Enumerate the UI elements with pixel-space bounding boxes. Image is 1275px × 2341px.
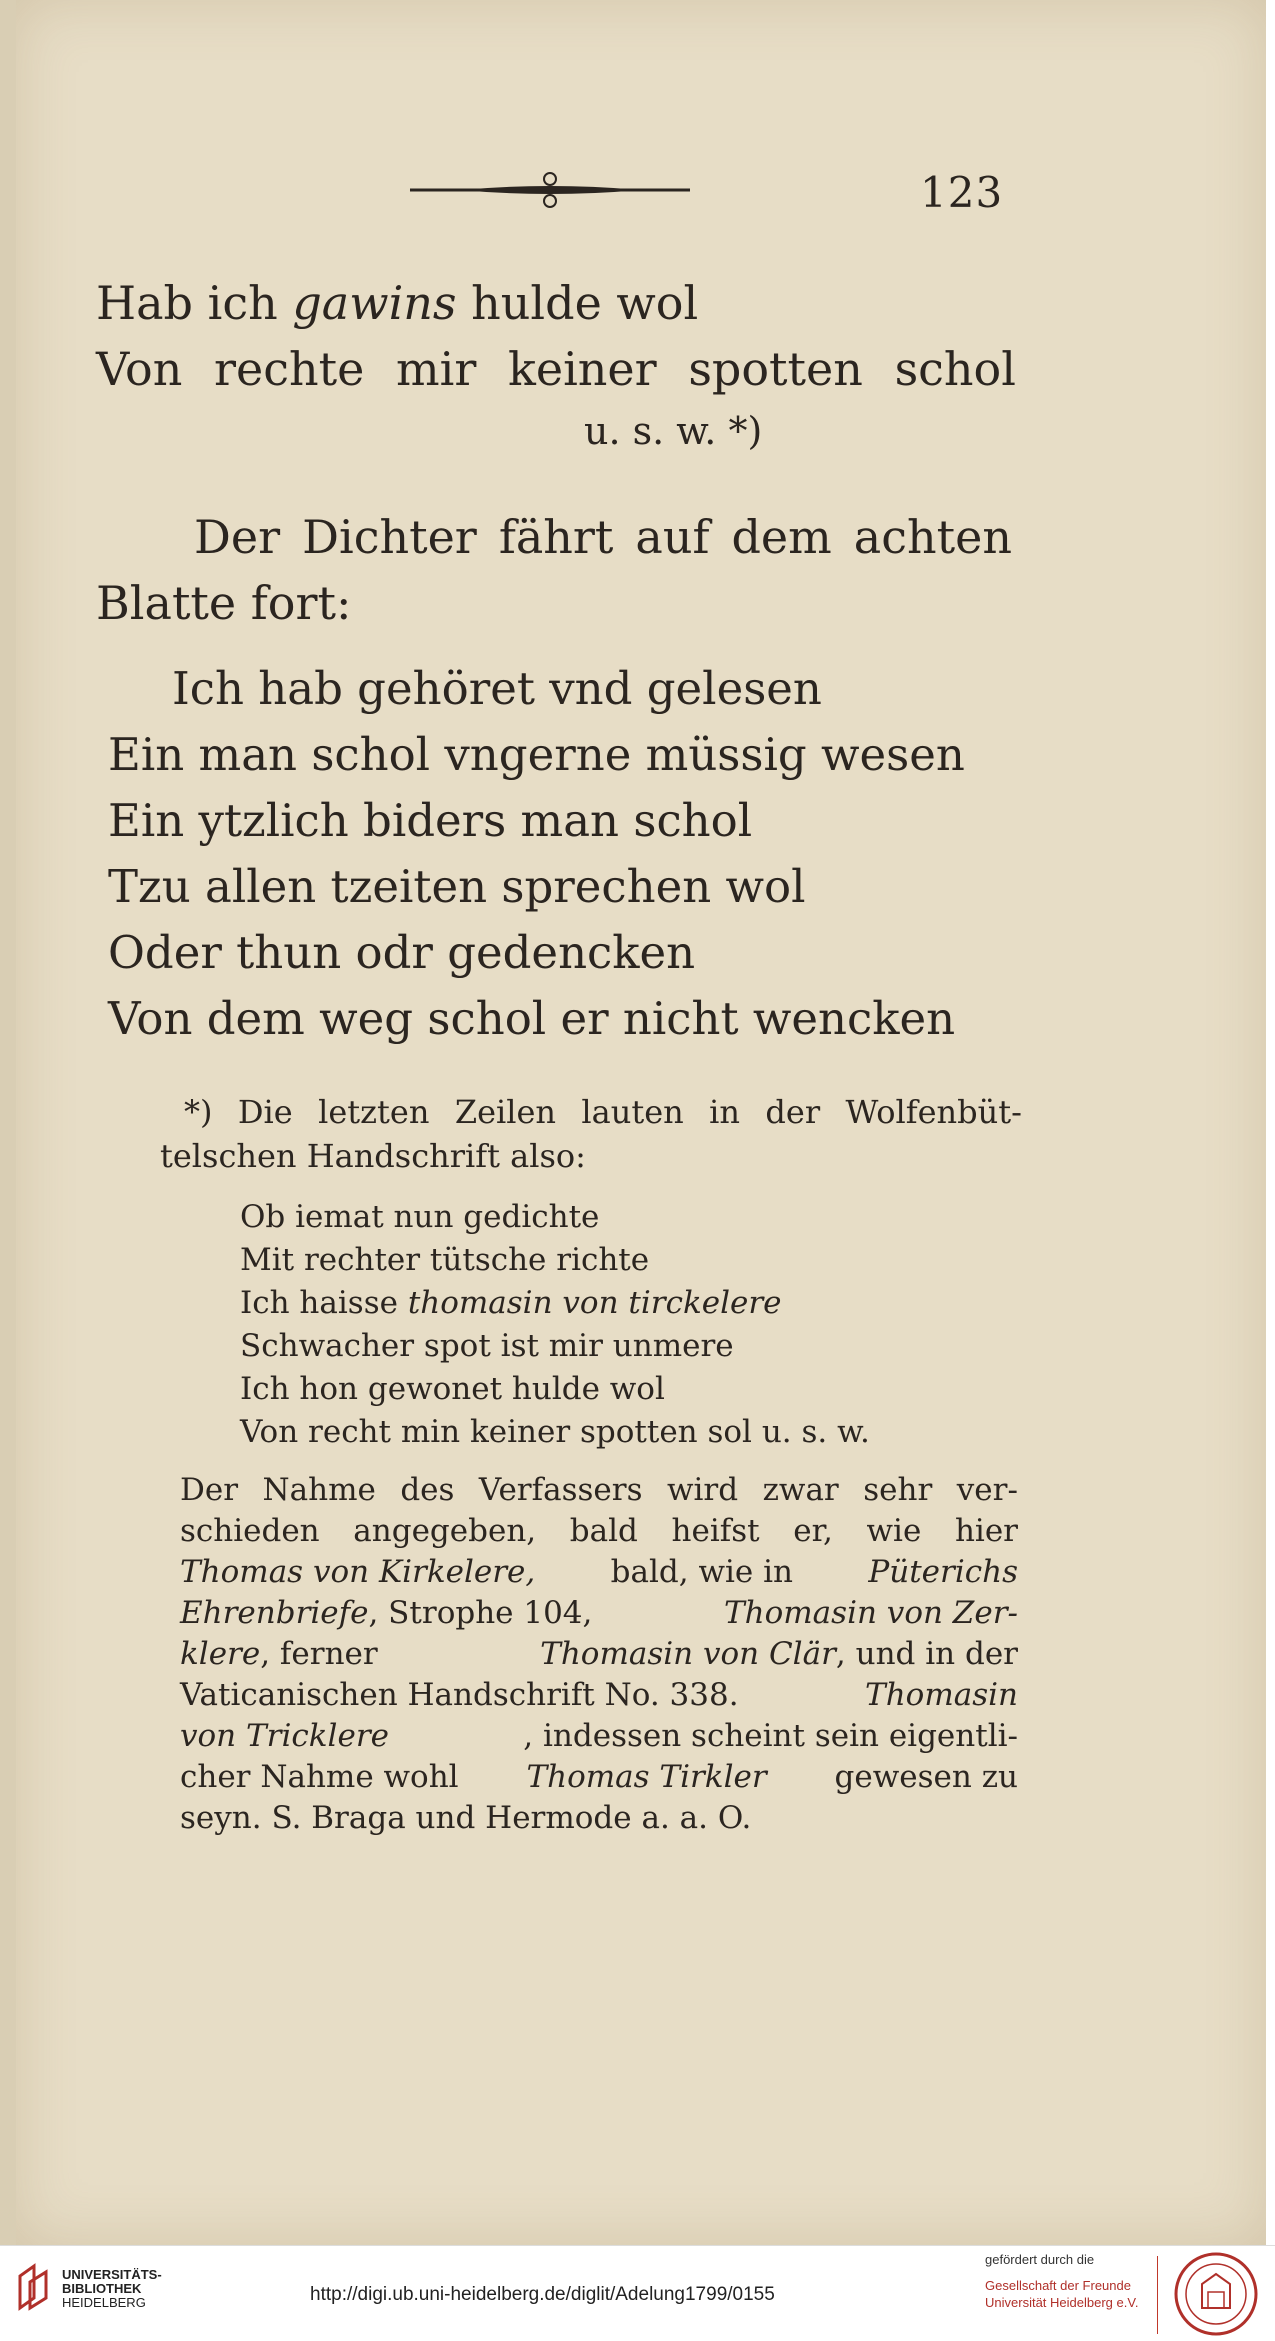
italic-name: Thomasin von Zer- (723, 1595, 1018, 1631)
library-name-line: HEIDELBERG (62, 2295, 146, 2310)
word: spotten (688, 342, 863, 396)
word: lauten (581, 1093, 684, 1131)
italic-name: gawins (292, 276, 457, 330)
word: keiner (507, 342, 657, 396)
prose-line (180, 1470, 1018, 1511)
verse-top (96, 270, 1016, 460)
word: rechte (214, 342, 365, 396)
word: mir (395, 342, 477, 396)
word: hier (954, 1513, 1018, 1549)
word: des (400, 1472, 455, 1508)
verse-line: Tzu allen tzeiten sprechen wol (108, 860, 806, 913)
prose-line: seyn. S. Braga und Hermode a. a. O. (180, 1800, 752, 1836)
verse-line: Ein man schol vngerne müssig wesen (108, 728, 965, 781)
sponsor-info (985, 2252, 1138, 2311)
word: in (709, 1093, 740, 1131)
prose-line (180, 1675, 1018, 1716)
word: sehr (863, 1472, 933, 1508)
verse-line: Ich hab gehöret vnd gelesen (172, 662, 822, 715)
verse-line: Oder thun odr gedencken (108, 926, 696, 979)
word: der (765, 1093, 821, 1131)
footnote-verse (240, 1196, 870, 1454)
word: achten (853, 510, 1012, 564)
word: fährt (498, 510, 614, 564)
page-number: 123 (920, 168, 1004, 217)
footnote-line (160, 1090, 1022, 1134)
verse-main (108, 656, 965, 1052)
verse-line (96, 336, 1016, 402)
word: wird (666, 1472, 739, 1508)
word: ver- (956, 1472, 1018, 1508)
word: Dichter (302, 510, 477, 564)
word: Der (194, 510, 281, 564)
italic-name: Thomasin von Clär (540, 1636, 836, 1672)
italic-name: thomasin von tirckelere (407, 1285, 782, 1321)
permalink-url[interactable]: http://digi.ub.uni-heidelberg.de/diglit/Adelung1799/0155 (310, 2284, 775, 2305)
verse-line: Ein ytzlich biders man schol (108, 794, 753, 847)
word: Wolfenbüt- (845, 1093, 1022, 1131)
word: Verfassers (478, 1472, 643, 1508)
prose-line (96, 504, 1012, 570)
library-name (62, 2268, 162, 2310)
verse-line: u. s. w. *) (584, 409, 763, 453)
text: , und in der (835, 1636, 1018, 1672)
verse-line: Mit rechter tütsche richte (240, 1242, 650, 1278)
ornament-rule (400, 170, 700, 210)
footnote-mark: *) (184, 1093, 213, 1131)
word: Der (180, 1472, 239, 1508)
italic-name: Thomasin (865, 1677, 1018, 1713)
text: hulde wol (456, 276, 699, 330)
text: bald, wie in (610, 1554, 793, 1590)
italic-name: Thomas Tirkler (526, 1759, 767, 1795)
verse-line: Von dem weg schol er nicht wencken (108, 992, 956, 1045)
sponsor-label: gefördert durch die (985, 2252, 1095, 2267)
text: Ich haisse (240, 1285, 408, 1321)
text: Hab ich (96, 276, 293, 330)
footnote-prose (180, 1470, 1018, 1839)
word: Zeilen (454, 1093, 557, 1131)
italic-name: klere (180, 1636, 261, 1672)
prose-line: Blatte fort: (96, 576, 352, 630)
verse-line: Ob iemat nun gedichte (240, 1199, 600, 1235)
prose-line (180, 1716, 1018, 1757)
word: schieden (180, 1513, 320, 1549)
word: Nahme (262, 1472, 376, 1508)
text: , Strophe 104, (368, 1595, 593, 1631)
word: wie (866, 1513, 922, 1549)
library-name-line: BIBLIOTHEK (62, 2281, 142, 2296)
verse-line (96, 270, 699, 336)
word: Die (237, 1093, 293, 1131)
text: cher Nahme wohl (180, 1759, 459, 1795)
prose-line (180, 1593, 1018, 1634)
verse-line: Von recht min keiner spotten sol u. s. w. (240, 1414, 870, 1450)
italic-name: von Tricklere (180, 1718, 389, 1754)
word: bald (569, 1513, 638, 1549)
word: letzten (318, 1093, 430, 1131)
prose-line (180, 1757, 1018, 1798)
text: , indessen scheint sein eigentli- (523, 1718, 1018, 1754)
word: dem (731, 510, 832, 564)
text: Vaticanischen Handschrift No. 338. (180, 1677, 739, 1713)
verse-line: Ich hon gewonet hulde wol (240, 1371, 665, 1407)
footnote (160, 1090, 1020, 1178)
prose-line (180, 1552, 1018, 1593)
prose-line (180, 1634, 1018, 1675)
word: er, (793, 1513, 833, 1549)
footer-divider (1157, 2256, 1158, 2334)
italic-name: Ehrenbriefe (180, 1595, 369, 1631)
word: schol (894, 342, 1016, 396)
verse-line: Schwacher spot ist mir unmere (240, 1328, 734, 1364)
word: auf (635, 510, 710, 564)
sponsor-name-line: Gesellschaft der Freunde (985, 2278, 1131, 2293)
italic-name: Thomas von Kirkelere, (180, 1554, 536, 1590)
university-library-logo-icon (16, 2262, 52, 2312)
word: Von (96, 342, 183, 396)
prose-paragraph (96, 504, 1012, 636)
text: gewesen zu (834, 1759, 1018, 1795)
word: heifst (671, 1513, 760, 1549)
footnote-line: telschen Handschrift also: (160, 1137, 586, 1175)
italic-name: Püterichs (868, 1554, 1018, 1590)
sponsor-name-line: Universität Heidelberg e.V. (985, 2295, 1139, 2310)
page-edge (0, 0, 16, 2245)
word: angegeben, (353, 1513, 537, 1549)
library-name-line: UNIVERSITÄTS- (62, 2267, 162, 2282)
verse-line (240, 1282, 870, 1325)
prose-line (180, 1511, 1018, 1552)
text: , ferner (260, 1636, 378, 1672)
university-seal-icon (1172, 2250, 1260, 2338)
word: zwar (762, 1472, 839, 1508)
